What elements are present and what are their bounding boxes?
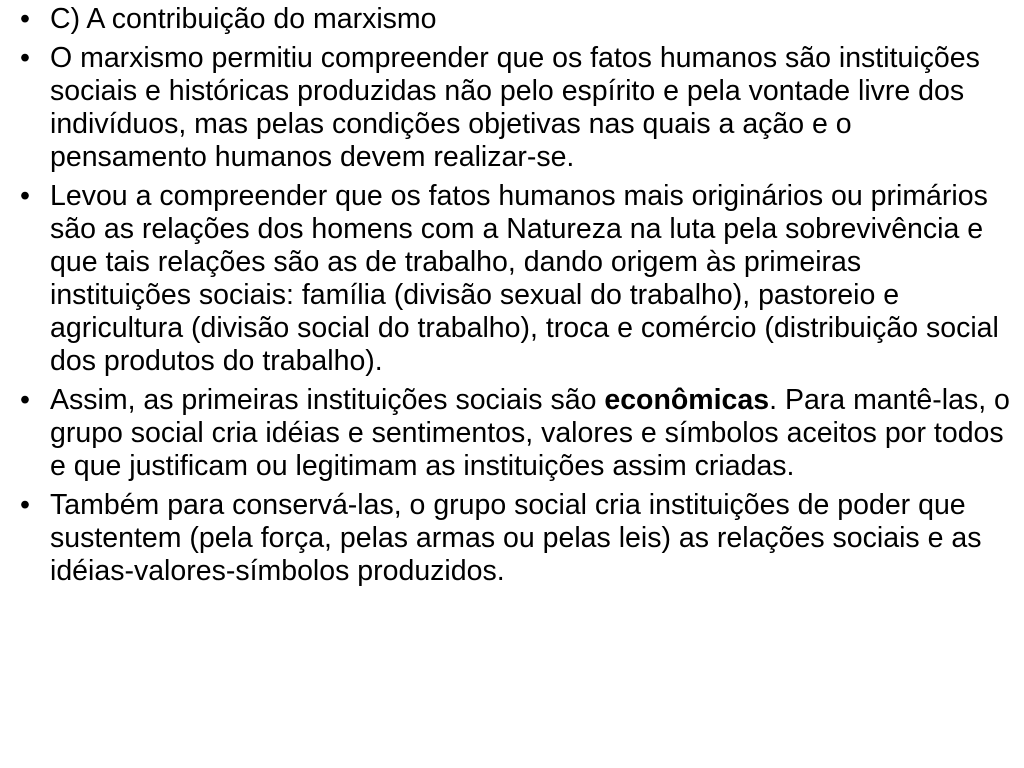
- bullet-heading: • C) A contribuição do marxismo: [20, 3, 1010, 36]
- bullet-marxismo-fatos-humanos: • O marxismo permitiu compreender que os fatos humanos são instituições sociais e históricas produzidas não pelo espírito e pela vontade livre dos indivíduos, mas pelas condições objetivas nas quais a ação e o pensamento humanos devem realizar-se.: [20, 42, 1010, 174]
- bullet-text-before: Assim, as primeiras instituições sociais são: [50, 384, 605, 416]
- bullet-relacoes-trabalho: • Levou a compreender que os fatos humanos mais originários ou primários são as relações dos homens com a Natureza na luta pela sobrevivência e que tais relações são as de trabalho, dando origem às primeiras instituições sociais: família (divisão sexual do trabalho), pastoreio e agricultura (divisão social do trabalho), troca e comércio (distribuição social dos produtos do trabalho).: [20, 180, 1010, 378]
- bullet-instituicoes-economicas: [20, 384, 1010, 483]
- bullet-list: [20, 3, 1010, 594]
- bullet-instituicoes-poder: • Também para conservá-las, o grupo social cria instituições de poder que sustentem (pela força, pelas armas ou pelas leis) as relações sociais e as idéias-valores-símbolos produzidos.: [20, 489, 1010, 588]
- bullet-text-after: . Para mantê-las, o grupo social cria idéias e sentimentos, valores e símbolos aceitos por todos e que justificam ou legitimam as instituições assim criadas.: [50, 384, 1010, 482]
- emphasis-economicas: econômicas: [604, 384, 770, 416]
